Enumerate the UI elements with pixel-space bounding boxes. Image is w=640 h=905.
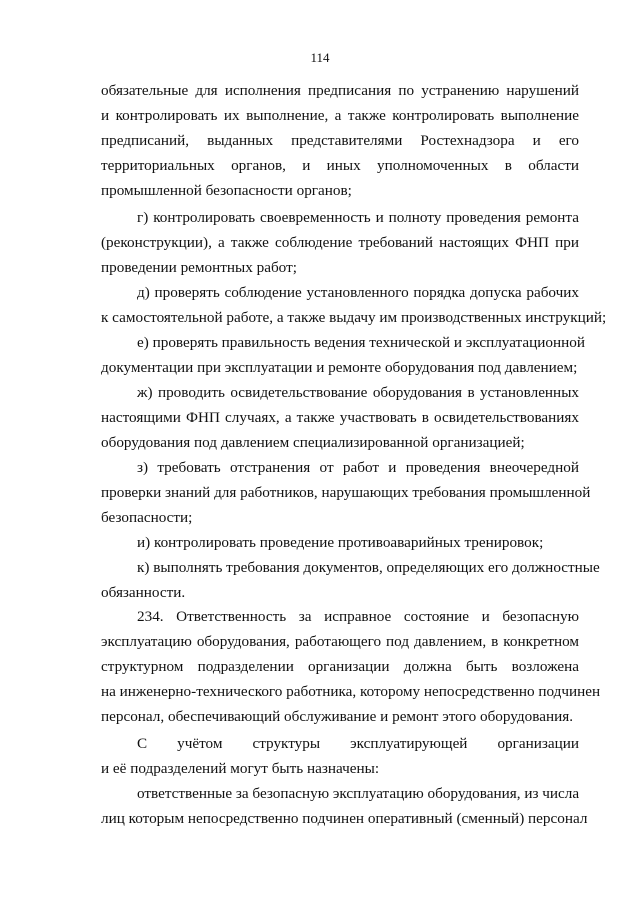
text-line: на инженерно-технического работника, которому непосредственно подчинен — [101, 683, 601, 700]
text-line: ж) проводить освидетельствование оборудования в установленных — [137, 384, 579, 401]
text-line: безопасности; — [101, 509, 193, 526]
text-line: территориальных органов, и иных уполномоченных в области — [101, 157, 579, 174]
paragraph-structure — [101, 731, 579, 781]
text-line: документации при эксплуатации и ремонте оборудования под давлением; — [101, 359, 578, 376]
text-line: (реконструкции), а также соблюдение требований настоящих ФНП при — [101, 234, 579, 251]
text-line: з) требовать отстранения от работ и проведения внеочередной — [137, 459, 579, 476]
text-line: оборудования под давлением специализированной организацией; — [101, 434, 525, 451]
text-line: и) контролировать проведение противоаварийных тренировок; — [137, 534, 544, 551]
text-line: С учётом структуры эксплуатирующей организации — [137, 735, 579, 752]
text-line: лиц которым непосредственно подчинен оперативный (сменный) персонал — [101, 810, 588, 827]
text-line: эксплуатацию оборудования, работающего под давлением, в конкретном — [101, 633, 579, 650]
paragraph-234 — [101, 604, 601, 729]
text-line: и её подразделений могут быть назначены: — [101, 760, 380, 777]
paragraph-item-g — [101, 205, 579, 280]
text-line: г) контролировать своевременность и полноту проведения ремонта — [137, 209, 579, 226]
text-line: обязанности. — [101, 584, 186, 601]
text-line: предписаний, выданных представителями Ростехнадзора и его — [101, 132, 579, 149]
text-line: и контролировать их выполнение, а также контролировать выполнение — [101, 107, 579, 124]
text-line: настоящими ФНП случаях, а также участвовать в освидетельствованиях — [101, 409, 579, 426]
text-line: обязательные для исполнения предписания по устранению нарушений — [101, 82, 579, 99]
text-line: к самостоятельной работе, а также выдачу им производственных инструкций; — [101, 309, 607, 326]
text-line: д) проверять соблюдение установленного порядка допуска рабочих — [137, 284, 579, 301]
paragraph-continuation — [101, 78, 579, 203]
text-line: промышленной безопасности органов; — [101, 182, 352, 199]
page-number: 114 — [310, 50, 330, 65]
paragraph-item-e — [101, 330, 585, 380]
text-line: проведении ремонтных работ; — [101, 259, 297, 276]
text-line: проверки знаний для работников, нарушающих требования промышленной — [101, 484, 591, 501]
text-line: структурном подразделении организации должна быть возложена — [101, 658, 579, 675]
paragraph-item-z — [101, 455, 591, 530]
paragraph-responsible — [101, 781, 588, 831]
paragraph-item-d — [101, 280, 607, 330]
text-line: персонал, обеспечивающий обслуживание и ремонт этого оборудования. — [101, 708, 574, 725]
paragraph-item-i — [101, 530, 579, 555]
text-line: 234. Ответственность за исправное состояние и безопасную — [137, 608, 579, 625]
paragraph-item-k — [101, 555, 600, 605]
text-line: к) выполнять требования документов, определяющих его должностные — [137, 559, 600, 576]
text-line: е) проверять правильность ведения технической и эксплуатационной — [137, 334, 585, 351]
text-line: ответственные за безопасную эксплуатацию оборудования, из числа — [137, 785, 580, 802]
paragraph-item-zh — [101, 380, 579, 455]
